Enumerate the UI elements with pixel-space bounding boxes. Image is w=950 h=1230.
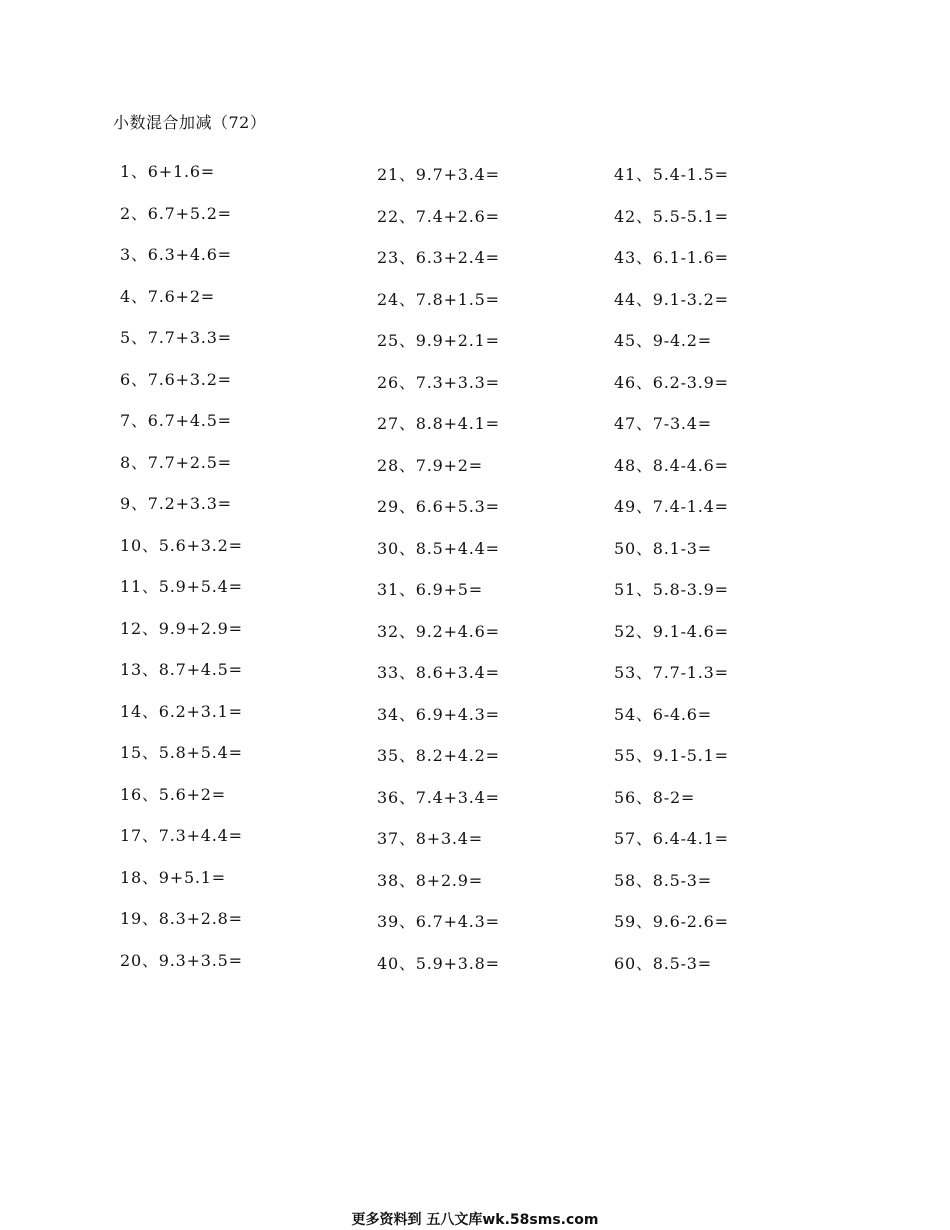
problem-item: 20、9.3+3.5= xyxy=(120,950,243,970)
problem-item: 10、5.6+3.2= xyxy=(120,535,243,555)
problem-item: 18、9+5.1= xyxy=(120,867,226,887)
problem-item: 60、8.5-3= xyxy=(614,953,712,973)
problem-item: 2、6.7+5.2= xyxy=(120,203,232,223)
problem-item: 39、6.7+4.3= xyxy=(377,912,500,931)
problem-item: 30、8.5+4.4= xyxy=(377,538,500,558)
problem-item: 53、7.7-1.3= xyxy=(614,663,729,682)
problem-item: 11、5.9+5.4= xyxy=(120,577,243,596)
problem-item: 23、6.3+2.4= xyxy=(377,248,500,267)
problem-item: 36、7.4+3.4= xyxy=(377,787,500,807)
problem-item: 34、6.9+4.3= xyxy=(377,704,500,724)
problem-item: 8、7.7+2.5= xyxy=(120,452,232,472)
problem-item: 52、9.1-4.6= xyxy=(614,621,729,641)
problem-item: 42、5.5-5.1= xyxy=(614,206,729,226)
problem-item: 32、9.2+4.6= xyxy=(377,621,500,641)
problem-item: 54、6-4.6= xyxy=(614,704,712,724)
problem-item: 44、9.1-3.2= xyxy=(614,289,729,309)
problem-item: 46、6.2-3.9= xyxy=(614,372,729,392)
problem-item: 1、6+1.6= xyxy=(120,162,216,181)
problem-item: 51、5.8-3.9= xyxy=(614,580,729,599)
problem-item: 9、7.2+3.3= xyxy=(120,494,232,513)
problem-item: 28、7.9+2= xyxy=(377,455,483,475)
problem-item: 13、8.7+4.5= xyxy=(120,660,243,679)
problem-item: 38、8+2.9= xyxy=(377,870,483,890)
problem-item: 3、6.3+4.6= xyxy=(120,245,232,264)
problem-item: 57、6.4-4.1= xyxy=(614,829,729,848)
problem-item: 47、7-3.4= xyxy=(614,414,712,433)
problem-item: 16、5.6+2= xyxy=(120,784,226,804)
problem-item: 58、8.5-3= xyxy=(614,870,712,890)
problem-item: 43、6.1-1.6= xyxy=(614,248,729,267)
problem-item: 59、9.6-2.6= xyxy=(614,912,729,931)
problem-item: 40、5.9+3.8= xyxy=(377,953,500,973)
problem-item: 56、8-2= xyxy=(614,787,696,807)
problem-item: 15、5.8+5.4= xyxy=(120,743,243,762)
problem-item: 48、8.4-4.6= xyxy=(614,455,729,475)
problem-item: 27、8.8+4.1= xyxy=(377,414,500,433)
problem-item: 45、9-4.2= xyxy=(614,331,712,350)
problem-item: 12、9.9+2.9= xyxy=(120,618,243,638)
problem-item: 33、8.6+3.4= xyxy=(377,663,500,682)
problem-item: 6、7.6+3.2= xyxy=(120,369,232,389)
problem-item: 17、7.3+4.4= xyxy=(120,826,243,845)
problem-item: 22、7.4+2.6= xyxy=(377,206,500,226)
problem-item: 7、6.7+4.5= xyxy=(120,411,232,430)
problem-item: 37、8+3.4= xyxy=(377,829,483,848)
problem-item: 49、7.4-1.4= xyxy=(614,497,729,516)
problem-item: 41、5.4-1.5= xyxy=(614,165,729,184)
problem-item: 29、6.6+5.3= xyxy=(377,497,500,516)
problem-item: 25、9.9+2.1= xyxy=(377,331,500,350)
problem-item: 50、8.1-3= xyxy=(614,538,712,558)
footer-link[interactable]: 更多资料到 五八文库wk.58sms.com xyxy=(351,1212,599,1228)
problem-item: 26、7.3+3.3= xyxy=(377,372,500,392)
problem-item: 55、9.1-5.1= xyxy=(614,746,729,765)
problem-item: 4、7.6+2= xyxy=(120,286,216,306)
problem-item: 24、7.8+1.5= xyxy=(377,289,500,309)
problem-item: 5、7.7+3.3= xyxy=(120,328,232,347)
problem-item: 19、8.3+2.8= xyxy=(120,909,243,928)
problem-item: 35、8.2+4.2= xyxy=(377,746,500,765)
problem-item: 14、6.2+3.1= xyxy=(120,701,243,721)
problem-item: 21、9.7+3.4= xyxy=(377,165,500,184)
page-title: 小数混合加减（72） xyxy=(113,113,267,132)
problem-item: 31、6.9+5= xyxy=(377,580,483,599)
